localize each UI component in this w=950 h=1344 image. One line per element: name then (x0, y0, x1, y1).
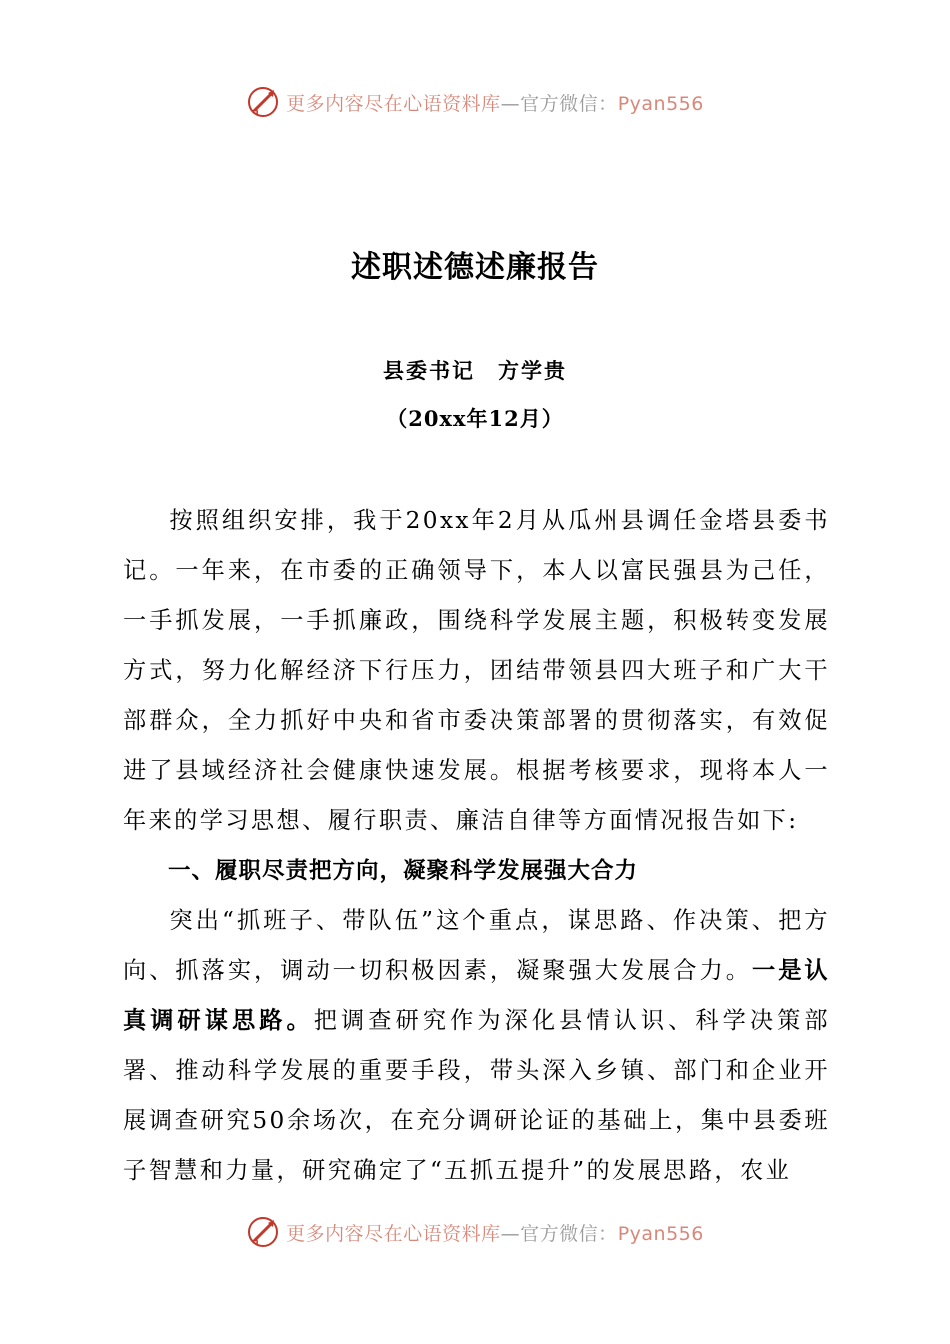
document-title: 述职述德述廉报告 (351, 250, 599, 285)
watermark-text (286, 1219, 704, 1246)
document-author: 县委书记 方学贵 (383, 358, 567, 383)
watermark-account: Pyan556 (617, 1222, 704, 1245)
section-paragraph-rest: 把调查研究作为深化县情认识、科学决策部署、推动科学发展的重要手段，带头深入乡镇、部门和企业开展调查研究50余场次，在充分调研论证的基础上，集中县委班子智慧和力量，研究确定了“五抓五提升”的发展思路，农业 (123, 1007, 830, 1184)
watermark-account: Pyan556 (617, 92, 704, 115)
watermark-footer (0, 1212, 950, 1252)
watermark-brand: 更多内容尽在心语资料库 (286, 1222, 501, 1245)
document-date: （20xx年12月） (386, 406, 564, 431)
document-body (123, 496, 830, 1196)
watermark-separator: — (500, 1222, 521, 1245)
pen-logo-icon (246, 84, 282, 120)
watermark-brand: 更多内容尽在心语资料库 (286, 92, 501, 115)
watermark-separator: — (500, 92, 521, 115)
section-paragraph-lead: 突出“抓班子、带队伍”这个重点，谋思路、作决策、把方向、抓落实，调动一切积极因素，凝聚强大发展合力。 (123, 907, 830, 984)
section-paragraph-bold: 一是认真调研谋思路。 (123, 957, 830, 1034)
section-heading: 一、履职尽责把方向，凝聚科学发展强大合力 (168, 858, 639, 884)
pen-logo-icon (246, 1214, 282, 1250)
watermark-header (0, 82, 950, 122)
section-paragraph (123, 896, 830, 1196)
watermark-text (286, 89, 704, 116)
watermark-wechat-label: 官方微信： (520, 92, 618, 115)
watermark-wechat-label: 官方微信： (520, 1222, 618, 1245)
intro-paragraph: 按照组织安排，我于20xx年2月从瓜州县调任金塔县委书记。一年来，在市委的正确领导下，本人以富民强县为己任，一手抓发展，一手抓廉政，围绕科学发展主题，积极转变发展方式，努力化解经济下行压力，团结带领县四大班子和广大干部群众，全力抓好中央和省市委决策部署的贯彻落实，有效促进了县域经济社会健康快速发展。根据考核要求，现将本人一年来的学习思想、履行职责、廉洁自律等方面情况报告如下: (123, 507, 830, 834)
